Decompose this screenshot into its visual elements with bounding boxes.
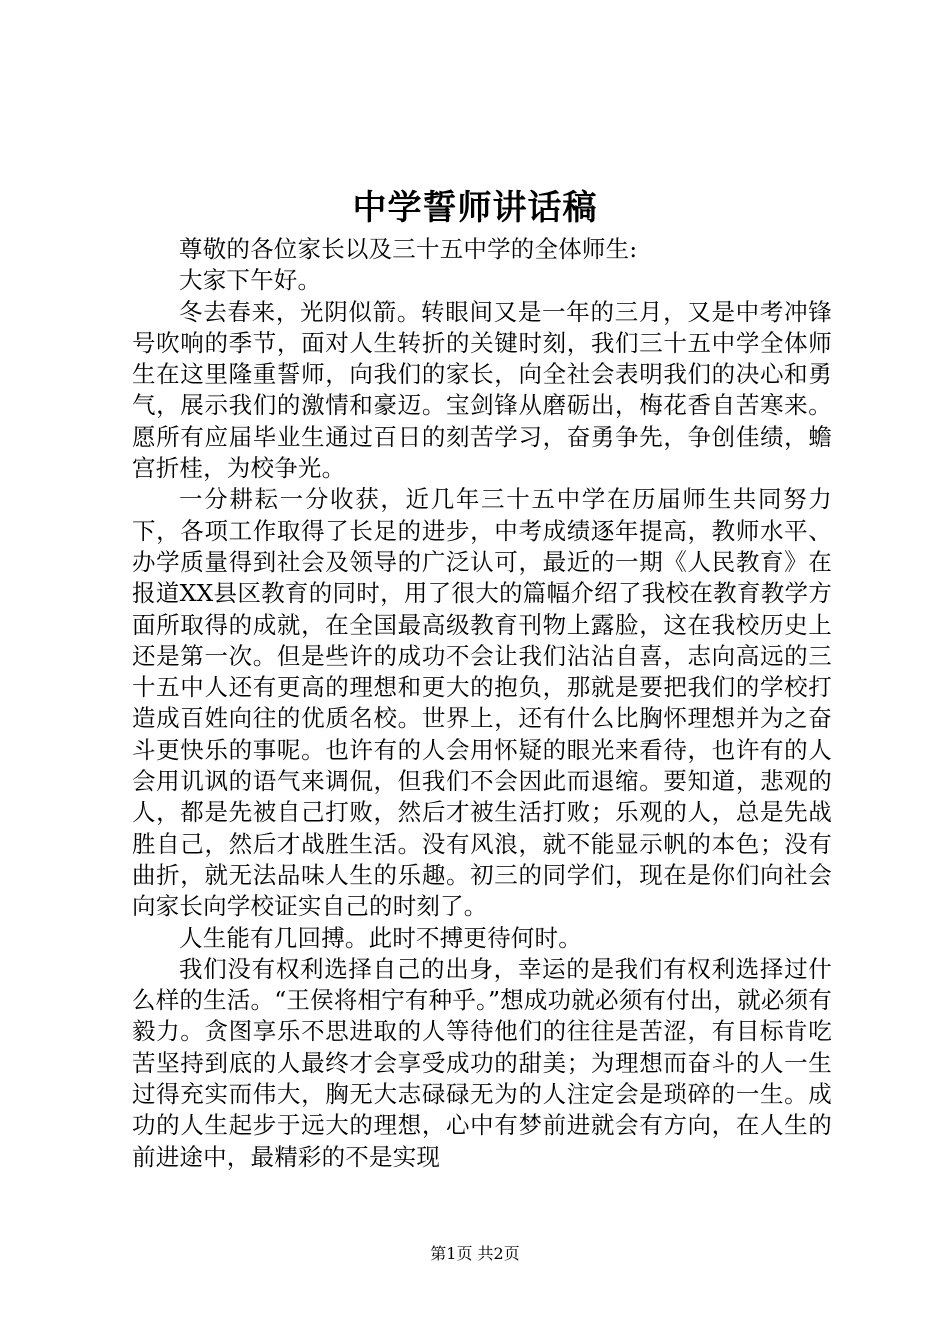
paragraph-body: 一分耕耘一分收获，近几年三十五中学在历届师生共同努力下，各项工作取得了长足的进步，中考成绩逐年提高，教师水平、办学质量得到社会及领导的广泛认可，最近的一期《人民教育》在报道XX县区教育的同时，用了很大的篇幅介绍了我校在教育教学方面所取得的成就，在全国最高级教育刊物上露脸，这在我校历史上还是第一次。但是些许的成功不会让我们沾沾自喜，志向高远的三十五中人还有更高的理想和更大的抱负，那就是要把我们的学校打造成百姓向往的优质名校。世界上，还有什么比胸怀理想并为之奋斗更快乐的事呢。也许有的人会用怀疑的眼光来看待，也许有的人会用讥讽的语气来调侃，但我们不会因此而退缩。要知道，悲观的人，都是先被自己打败，然后才被生活打败；乐观的人，总是先战胜自己，然后才战胜生活。没有风浪，就不能显示帆的本色；没有曲折，就无法品味人生的乐趣。初三的同学们，现在是你们向社会向家长向学校证实自己的时刻了。 [132, 485, 832, 921]
paragraph-body: 人生能有几回搏。此时不搏更待何时。 [179, 923, 582, 952]
paragraph-body: 冬去春来，光阴似箭。转眼间又是一年的三月，又是中考冲锋号吹响的季节，面对人生转折的关键时刻，我们三十五中学全体师生在这里隆重誓师，向我们的家长，向全社会表明我们的决心和勇气，展示我们的激情和豪迈。宝剑锋从磨砺出，梅花香自苦寒来。愿所有应届毕业生通过百日的刻苦学习，奋勇争先，争创佳绩，蟾宫折桂，为校争光。 [132, 297, 832, 483]
paragraph-greeting: 大家下午好。 [179, 266, 322, 295]
page-number-footer: 第1页 共2页 [430, 1244, 520, 1263]
document-body [132, 234, 832, 1173]
paragraph-body: 我们没有权利选择自己的出身，幸运的是我们有权利选择过什么样的生活。“王侯将相宁有种乎。”想成功就必须有付出，就必须有毅力。贪图享乐不思进取的人等待他们的往往是苦涩，有目标肯吃苦坚持到底的人最终才会享受成功的甜美；为理想而奋斗的人一生过得充实而伟大，胸无大志碌碌无为的人注定会是琐碎的一生。成功的人生起步于远大的理想，心中有梦前进就会有方向，在人生的前进途中，最精彩的不是实现 [132, 954, 832, 1171]
paragraph-salutation: 尊敬的各位家长以及三十五中学的全体师生: [179, 235, 638, 263]
document-title: 中学誓师讲话稿 [352, 188, 598, 228]
